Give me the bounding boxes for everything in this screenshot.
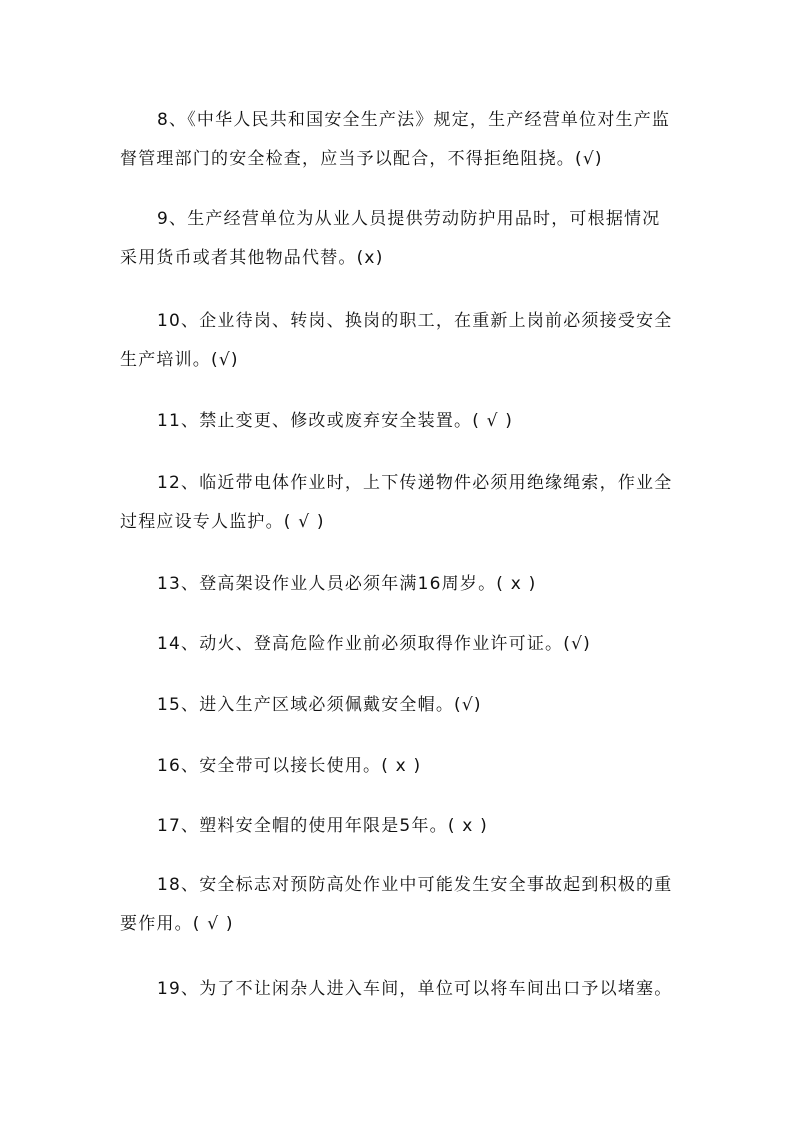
question-line: 17、塑料安全帽的使用年限是5年。( x )	[157, 816, 488, 836]
question-line: 14、动火、登高危险作业前必须取得作业许可证。(√)	[157, 634, 591, 654]
question-line: 9、生产经营单位为从业人员提供劳动防护用品时，可根据情况	[157, 209, 661, 229]
question-line: 11、禁止变更、修改或废弃安全装置。( √ )	[157, 411, 514, 431]
question-line: 19、为了不让闲杂人进入车间，单位可以将车间出口予以堵塞。	[157, 979, 673, 999]
question-item-9	[120, 200, 680, 278]
question-item-15	[120, 686, 680, 725]
question-item-12	[120, 464, 680, 542]
question-line: 督管理部门的安全检查，应当予以配合，不得拒绝阻挠。(√)	[120, 149, 603, 169]
question-item-14	[120, 625, 680, 664]
question-item-10	[120, 302, 680, 380]
question-line: 生产培训。(√)	[120, 350, 239, 370]
question-item-19	[120, 970, 680, 1009]
question-line: 16、安全带可以接长使用。( x )	[157, 756, 422, 776]
question-line: 10、企业待岗、转岗、换岗的职工，在重新上岗前必须接受安全	[157, 311, 673, 331]
question-line: 15、进入生产区域必须佩戴安全帽。(√)	[157, 695, 482, 715]
question-line: 18、安全标志对预防高处作业中可能发生安全事故起到积极的重	[157, 875, 673, 895]
question-item-8	[120, 101, 680, 179]
question-line: 8、《中华人民共和国安全生产法》规定，生产经营单位对生产监	[157, 110, 671, 130]
question-line: 13、登高架设作业人员必须年满16周岁。( x )	[157, 574, 537, 594]
question-item-11	[120, 402, 680, 441]
question-line: 过程应设专人监护。( √ )	[120, 512, 325, 532]
question-line: 要作用。( √ )	[120, 914, 234, 934]
question-line: 采用货币或者其他物品代替。(x)	[120, 248, 384, 268]
question-item-18	[120, 866, 680, 944]
question-line: 12、临近带电体作业时，上下传递物件必须用绝缘绳索，作业全	[157, 473, 673, 493]
question-item-17	[120, 807, 680, 846]
question-item-16	[120, 747, 680, 786]
question-item-13	[120, 565, 680, 604]
